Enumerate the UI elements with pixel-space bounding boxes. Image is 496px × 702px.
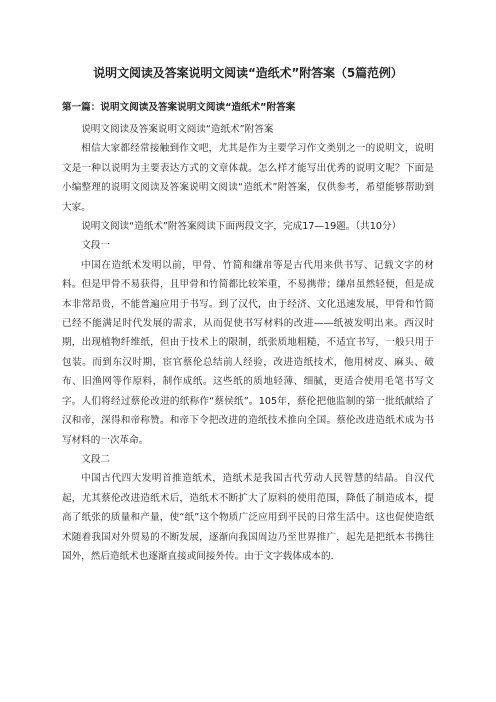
document-title: 说明文阅读及答案说明文阅读“造纸术”附答案（5篇范例）	[93, 66, 403, 80]
instruction-paragraph: 说明文阅读“造纸术”附答案阅读下面两段文字，完成17—19题。（共10分）	[81, 221, 402, 233]
passage-one-text: 中国在造纸术发明以前，甲骨、竹简和缣帛等是古代用来供书写、记载文字的材料。但是甲骨不易获得，且甲骨和竹简都比较笨重，不易携带；缣帛虽然轻便，但是成本非常昂贵，不能普遍应用于书写。到了汉代，由于经济、文化迅速发展，甲骨和竹简已经不能满足时代发展的需求，从而促使书写材料的改进——纸被发明出来。西汉时期，出现植物纤维纸，但由于技术上的限制，纸张质地粗糙，不适宜书写，一般只用于包装。而到东汉时期，宦官蔡伦总结前人经验，改进造纸技术，他用树皮、麻头、破布、旧渔网等作原料，制作成纸。这些纸的质地轻薄、细腻，更适合使用毛笔书写文字。人们将经过蔡伦改进的纸称作“蔡侯纸”。105年，蔡伦把他监制的第一批纸献给了汉和帝，深得和帝称赞。和帝下令把改进的造纸技术推向全国。蔡伦改进造纸术成为书写材料的一次革命。	[62, 259, 434, 446]
passage-two-label: 文段二	[81, 453, 110, 465]
section-heading: 第一篇：说明文阅读及答案说明文阅读“造纸术”附答案	[62, 102, 296, 113]
intro-paragraph: 相信大家都经常接触到作文吧，尤其是作为主要学习作文类别之一的说明文，说明文是一种以说明为主要表达方式的文章体裁。怎么样才能写出优秀的说明文呢？下面是小编整理的说明文阅读及答案说明文阅读“造纸术”附答案，仅供参考，希望能够帮助到大家。	[62, 143, 434, 213]
passage-one-label: 文段一	[81, 240, 110, 252]
passage-two-text: 中国古代四大发明首推造纸术，造纸术是我国古代劳动人民智慧的结晶。自汉代起，尤其蔡伦改进造纸术后，造纸术不断扩大了原料的使用范围，降低了制造成本，提高了纸张的质量和产量，使“纸”这个物质广泛应用到平民的日常生活中。这也促使造纸术随着我国对外贸易的不断发展，逐渐向我国周边乃至世界推广，起先是把纸本书携往国外，然后造纸术也逐渐直接或间接外传。由于文字载体成本的.	[62, 473, 434, 562]
subtitle-paragraph: 说明文阅读及答案说明文阅读“造纸术”附答案	[81, 124, 274, 135]
